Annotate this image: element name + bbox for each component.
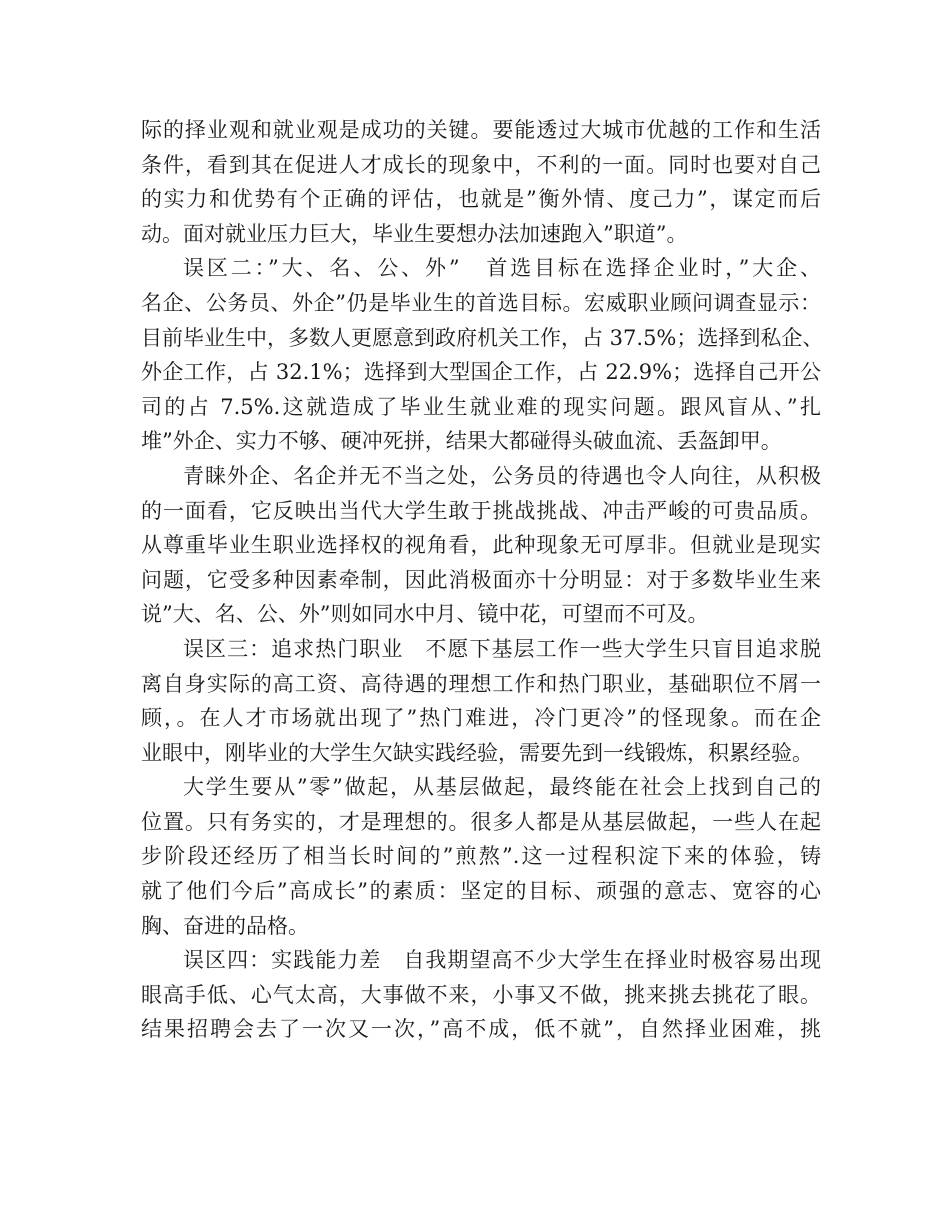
text-line: 目前毕业生中，多数人更愿意到政府机关工作，占 37.5%；选择到私企、 [141,325,824,350]
text-line: 业眼中，刚毕业的大学生欠缺实践经验，需要先到一线锻炼，积累经验。 [141,740,813,765]
text-line: 就了他们今后”高成长”的素质：坚定的目标、顽强的意志、宽容的心 [141,879,821,904]
text-line: 外企工作，占 32.1%；选择到大型国企工作，占 22.9%；选择自己开公 [141,360,821,385]
text-line: 胸、奋进的品格。 [141,913,309,938]
text-line: 结果招聘会去了一次又一次，”高不成，低不就”，自然择业困难，挑 [141,1017,821,1042]
text-line: 青睐外企、名企并无不当之处，公务员的待遇也令人向往，从积极 [183,463,821,488]
text-line: 大学生要从”零”做起，从基层做起，最终能在社会上找到自己的 [183,775,821,800]
text-line: 眼高手低、心气太高，大事做不来，小事又不做，挑来挑去挑花了眼。 [141,982,821,1007]
text-line: 名企、公务员、外企”仍是毕业生的首选目标。宏威职业顾问调查显示： [141,290,821,315]
text-line: 堆”外企、实力不够、硬冲死拼，结果大都碰得头破血流、丢盔卸甲。 [141,429,782,454]
text-line: 位置。只有务实的，才是理想的。很多人都是从基层做起，一些人在起 [141,809,821,834]
text-line: 的一面看，它反映出当代大学生敢于挑战挑战、冲击严峻的可贵品质。 [141,498,821,523]
text-line: 问题，它受多种因素牵制，因此消极面亦十分明显：对于多数毕业生来 [141,567,821,592]
text-line: 的实力和优势有个正确的评估，也就是”衡外情、度己力”，谋定而后 [141,187,821,212]
text-line: 司的占 7.5%.这就造成了毕业生就业难的现实问题。跟风盲从、”扎 [141,394,821,419]
text-line: 离自身实际的高工资、高待遇的理想工作和热门职业，基础职位不屑一 [141,671,821,696]
text-line: 动。面对就业压力巨大，毕业生要想办法加速跑入”职道”。 [141,221,688,246]
text-line: 说”大、名、公、外”则如同水中月、镜中花，可望而不可及。 [141,602,709,627]
text-line: 步阶段还经历了相当长时间的”煎熬”.这一过程积淀下来的体验，铸 [141,844,821,869]
text-line: 际的择业观和就业观是成功的关键。要能透过大城市优越的工作和生活 [141,118,821,142]
text-line: 条件，看到其在促进人才成长的现象中，不利的一面。同时也要对自己 [141,152,821,177]
text-line: 误区四：实践能力差 自我期望高不少大学生在择业时极容易出现 [183,948,821,973]
body-text [141,113,824,1047]
text-line: 误区三：追求热门职业 不愿下基层工作一些大学生只盲目追求脱 [183,636,821,661]
text-line: 顾，。在人才市场就出现了”热门难进，冷门更冷”的怪现象。而在企 [141,706,821,731]
text-line: 误区二：”大、名、公、外” 首选目标在选择企业时，”大企、 [183,256,821,281]
text-line: 从尊重毕业生职业选择权的视角看，此种现象无可厚非。但就业是现实 [141,533,821,558]
